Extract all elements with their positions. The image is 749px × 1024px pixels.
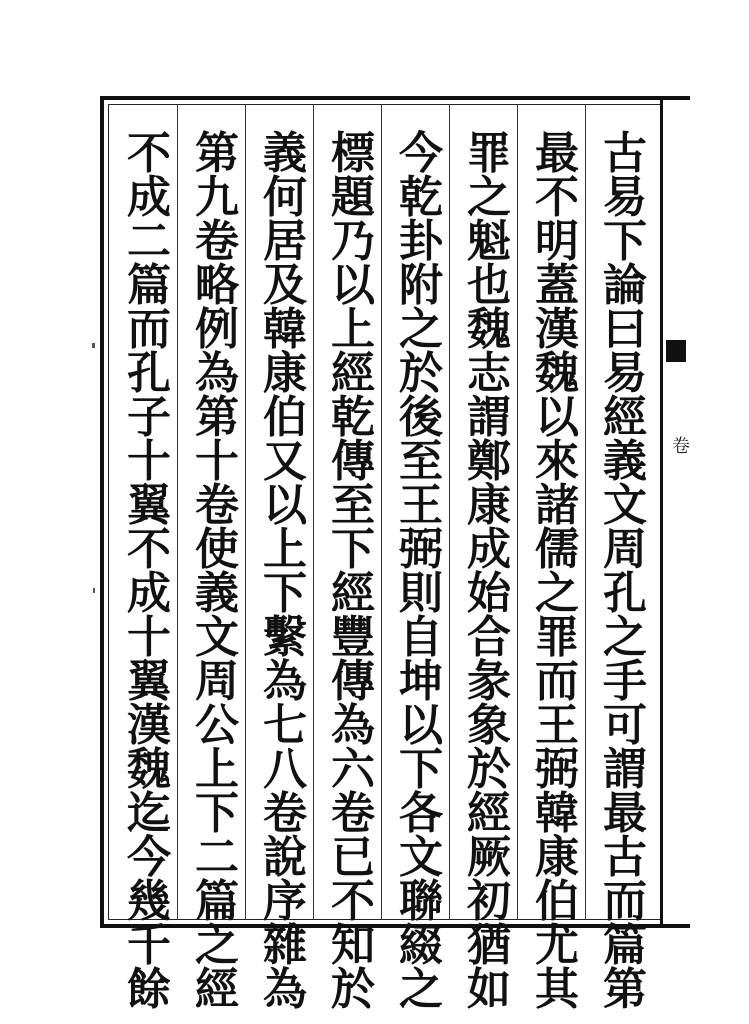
fragment-rule (660, 924, 690, 928)
edge-mark (93, 588, 95, 593)
character: 康 (263, 348, 307, 399)
character: 魁 (467, 216, 511, 267)
character: 繫 (263, 612, 307, 663)
character: 謂 (467, 392, 511, 443)
character: 文 (399, 832, 443, 883)
character: 儒 (535, 524, 579, 575)
fragment-mark (666, 340, 686, 362)
character: 以 (331, 260, 375, 311)
character: 篇 (127, 260, 171, 311)
character: 為 (263, 964, 307, 1015)
character: 今 (399, 128, 443, 179)
character: 自 (399, 612, 443, 663)
character: 罪 (467, 128, 511, 179)
character: 綴 (399, 920, 443, 971)
text-column-8 (118, 128, 180, 1015)
character: 論 (603, 260, 647, 311)
character: 不 (535, 172, 579, 223)
character: 義 (603, 436, 647, 487)
character: 初 (467, 876, 511, 927)
text-column-7 (186, 128, 248, 1015)
character: 知 (331, 920, 375, 971)
character: 上 (263, 524, 307, 575)
character: 曰 (603, 304, 647, 355)
character: 志 (467, 348, 511, 399)
character: 始 (467, 568, 511, 619)
character: 來 (535, 436, 579, 487)
character: 之 (535, 568, 579, 619)
character: 成 (467, 524, 511, 575)
character: 下 (331, 524, 375, 575)
text-column-5 (322, 128, 384, 1015)
character: 義 (195, 568, 239, 619)
character: 以 (263, 480, 307, 531)
character: 二 (195, 832, 239, 883)
character: 諸 (535, 480, 579, 531)
character: 周 (603, 524, 647, 575)
edge-mark (92, 343, 95, 348)
character: 卷 (263, 788, 307, 839)
character: 標 (331, 128, 375, 179)
character: 易 (603, 172, 647, 223)
character: 翼 (127, 480, 171, 531)
character: 經 (195, 964, 239, 1015)
character: 傳 (331, 656, 375, 707)
character: 至 (399, 436, 443, 487)
fragment-text: 卷 (669, 436, 690, 454)
character: 篇 (603, 920, 647, 971)
character: 不 (127, 128, 171, 179)
character: 之 (195, 920, 239, 971)
character: 康 (467, 480, 511, 531)
character: 其 (535, 964, 579, 1015)
character: 彖 (467, 656, 511, 707)
character: 為 (195, 348, 239, 399)
character: 又 (263, 436, 307, 487)
character: 卷 (331, 788, 375, 839)
character: 古 (603, 832, 647, 883)
character: 手 (603, 656, 647, 707)
character: 說 (263, 832, 307, 883)
character: 篇 (195, 876, 239, 927)
text-column-4 (390, 128, 452, 1015)
character: 魏 (467, 304, 511, 355)
character: 下 (603, 216, 647, 267)
character: 餘 (127, 964, 171, 1015)
character: 二 (127, 216, 171, 267)
character: 第 (195, 392, 239, 443)
character: 王 (535, 700, 579, 751)
character: 今 (127, 832, 171, 883)
character: 坤 (399, 656, 443, 707)
character: 義 (263, 128, 307, 179)
character: 上 (195, 744, 239, 795)
character: 文 (603, 480, 647, 531)
character: 居 (263, 216, 307, 267)
character: 子 (127, 392, 171, 443)
character: 使 (195, 524, 239, 575)
character: 王 (399, 480, 443, 531)
character: 八 (263, 744, 307, 795)
character: 不 (127, 524, 171, 575)
character: 成 (127, 172, 171, 223)
character: 明 (535, 216, 579, 267)
character: 伯 (263, 392, 307, 443)
character: 古 (603, 128, 647, 179)
character: 已 (331, 832, 375, 883)
character: 千 (127, 920, 171, 971)
character: 幾 (127, 876, 171, 927)
character: 經 (331, 568, 375, 619)
character: 十 (127, 436, 171, 487)
character: 卦 (399, 216, 443, 267)
character: 迄 (127, 788, 171, 839)
character: 附 (399, 260, 443, 311)
character: 下 (399, 744, 443, 795)
character: 乾 (331, 392, 375, 443)
fragment-rule (660, 96, 690, 100)
character: 孔 (127, 348, 171, 399)
character: 傳 (331, 436, 375, 487)
character: 經 (603, 392, 647, 443)
character: 成 (127, 568, 171, 619)
character: 例 (195, 304, 239, 355)
character: 及 (263, 260, 307, 311)
character: 韓 (263, 304, 307, 355)
character: 至 (331, 480, 375, 531)
character: 如 (467, 964, 511, 1015)
character: 經 (467, 788, 511, 839)
text-column-2 (526, 128, 588, 1015)
character: 九 (195, 172, 239, 223)
character: 而 (535, 656, 579, 707)
character: 漢 (127, 700, 171, 751)
character: 不 (331, 876, 375, 927)
character: 於 (467, 744, 511, 795)
character: 弼 (399, 524, 443, 575)
character: 以 (399, 700, 443, 751)
character: 後 (399, 392, 443, 443)
character: 則 (399, 568, 443, 619)
character: 乾 (399, 172, 443, 223)
character: 為 (263, 656, 307, 707)
character: 康 (535, 832, 579, 883)
character: 為 (331, 700, 375, 751)
character: 厥 (467, 832, 511, 883)
character: 下 (195, 788, 239, 839)
character: 韓 (535, 788, 579, 839)
character: 於 (331, 964, 375, 1015)
character: 豐 (331, 612, 375, 663)
character: 孔 (603, 568, 647, 619)
character: 十 (127, 612, 171, 663)
character: 魏 (535, 348, 579, 399)
character: 漢 (535, 304, 579, 355)
character: 而 (127, 304, 171, 355)
character: 尤 (535, 920, 579, 971)
character: 可 (603, 700, 647, 751)
character: 鄭 (467, 436, 511, 487)
adjacent-page-fragment (660, 96, 690, 928)
character: 伯 (535, 876, 579, 927)
character: 公 (195, 700, 239, 751)
character: 七 (263, 700, 307, 751)
text-column-3 (458, 128, 520, 1015)
character: 十 (195, 436, 239, 487)
character: 於 (399, 348, 443, 399)
character: 弼 (535, 744, 579, 795)
character: 魏 (127, 744, 171, 795)
character: 合 (467, 612, 511, 663)
text-column-1 (594, 128, 656, 1015)
character: 各 (399, 788, 443, 839)
character: 序 (263, 876, 307, 927)
text-column-6 (254, 128, 316, 1015)
character: 何 (263, 172, 307, 223)
character: 猶 (467, 920, 511, 971)
character: 上 (331, 304, 375, 355)
character: 易 (603, 348, 647, 399)
character: 謂 (603, 744, 647, 795)
character: 第 (603, 964, 647, 1015)
character: 文 (195, 612, 239, 663)
character: 第 (195, 128, 239, 179)
character: 略 (195, 260, 239, 311)
character: 最 (603, 788, 647, 839)
character: 象 (467, 700, 511, 751)
character: 卷 (195, 480, 239, 531)
character: 題 (331, 172, 375, 223)
character: 周 (195, 656, 239, 707)
character: 雜 (263, 920, 307, 971)
character: 之 (399, 964, 443, 1015)
character: 聯 (399, 876, 443, 927)
character: 也 (467, 260, 511, 311)
character: 以 (535, 392, 579, 443)
character: 經 (331, 348, 375, 399)
character: 之 (467, 172, 511, 223)
character: 翼 (127, 656, 171, 707)
character: 六 (331, 744, 375, 795)
character: 最 (535, 128, 579, 179)
character: 蓋 (535, 260, 579, 311)
character: 而 (603, 876, 647, 927)
character: 下 (263, 568, 307, 619)
character: 之 (603, 612, 647, 663)
character: 乃 (331, 216, 375, 267)
fragment-rule (660, 96, 663, 928)
character: 卷 (195, 216, 239, 267)
character: 罪 (535, 612, 579, 663)
character: 之 (399, 304, 443, 355)
